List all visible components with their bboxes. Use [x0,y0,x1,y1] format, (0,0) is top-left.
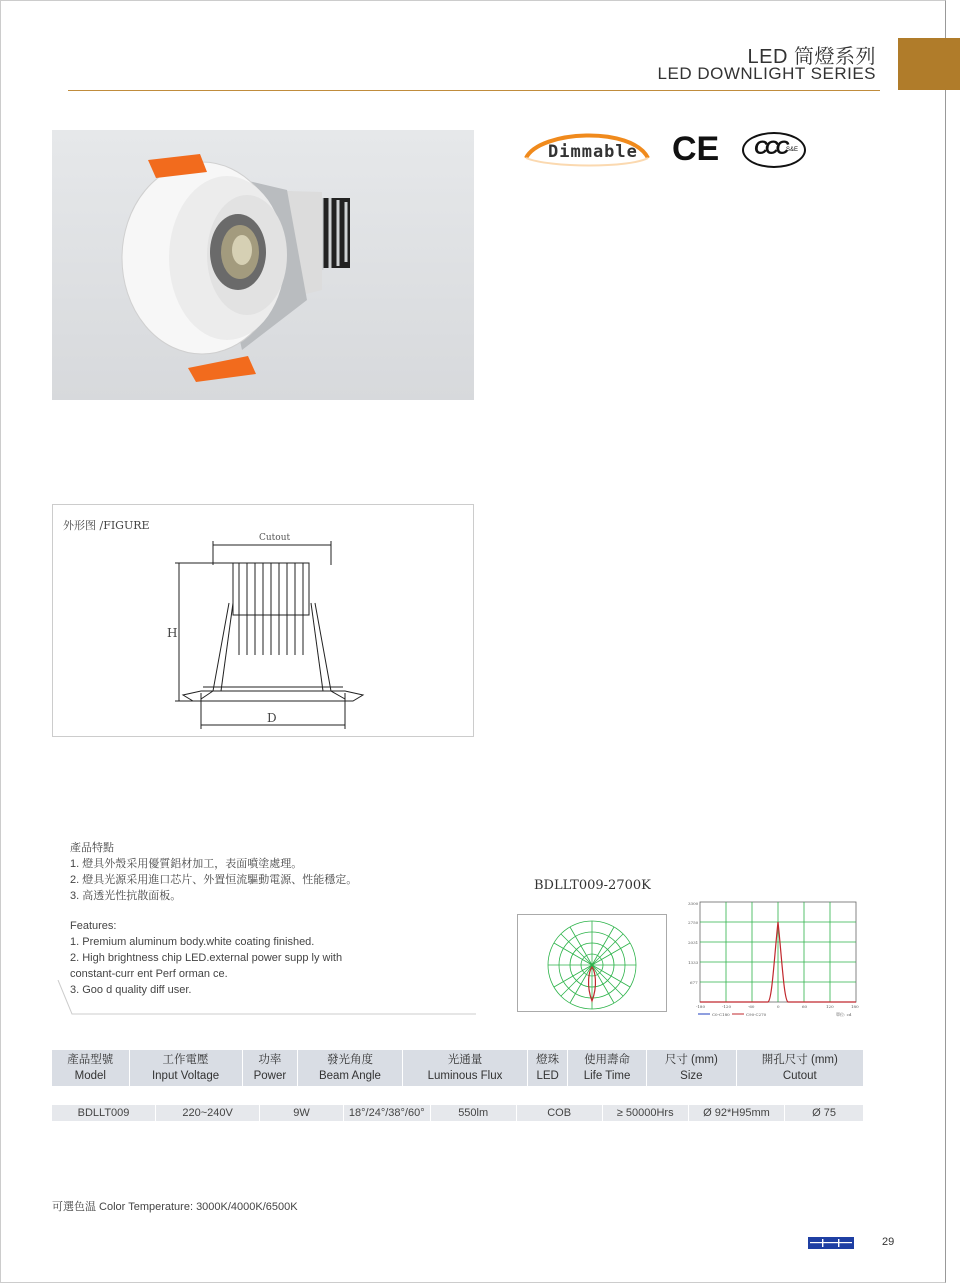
curve-y-tick: 3300 [688,901,699,906]
curve-unit: 單位: cd [836,1012,852,1017]
header-led: 燈珠 LED [528,1050,568,1086]
technical-drawing [53,505,473,736]
features-rule [52,980,482,1020]
cell-beam-angle: 18°/24°/38°/60° [343,1105,430,1121]
feature-cn-1: 1. 燈具外殼采用優質鋁材加工，表面噴塗處理。 [70,858,303,870]
header-title-en: LED DOWNLIGHT SERIES [657,64,876,83]
curve-x-tick: -60 [748,1004,755,1009]
curve-y-tick: 677 [690,980,698,985]
header-size: 尺寸 (mm) Size [647,1050,737,1086]
bmc-logo [808,1236,854,1248]
polar-diagram [517,914,667,1012]
features-title-en: Features: [70,920,117,932]
curve-y-tick: 1333 [688,960,699,965]
cell-flux: 550lm [430,1105,516,1121]
spec-table-header [52,1050,863,1086]
ce-mark: CE [672,130,720,168]
header-power: 功率 Power [242,1050,298,1086]
curve-x-tick: 180 [851,1004,859,1009]
feature-en-1: 1. Premium aluminum body.white coating finished. [70,936,315,948]
brand-tab [898,38,960,90]
height-label: H [167,626,178,640]
legend-c90: C90-C270 [746,1012,767,1017]
header-flux: 光通量 Luminous Flux [402,1050,528,1086]
cell-voltage: 220~240V [156,1105,260,1121]
legend-c0: C0-C180 [712,1012,730,1017]
feature-cn-2: 2. 燈具光源采用進口芯片、外置恒流驅動電源、性能穩定。 [70,874,358,886]
intensity-curve [686,900,861,1022]
figure-label: 外形图 /FIGURE [63,519,150,532]
header-voltage: 工作電壓 Input Voltage [129,1050,242,1086]
page-number: 29 [882,1236,895,1248]
features-title-cn: 產品特點 [70,842,114,854]
cell-cutout: Ø 75 [785,1105,863,1121]
feature-en-2: 2. High brightness chip LED.external power supp ly with [70,952,343,964]
diameter-label: D [267,711,277,725]
feature-en-2b: constant-curr ent Perf orman ce. [70,968,228,980]
curve-y-tick: 2031 [688,940,699,945]
cell-led: COB [516,1105,602,1121]
cell-model: BDLLT009 [52,1105,156,1121]
product-photo [52,130,474,400]
dimmable-badge: Dimmable [548,142,638,162]
cell-size: Ø 92*H95mm [688,1105,784,1121]
cutout-label: Cutout [259,533,291,543]
ccc-mark-text: CCC [754,138,787,159]
curve-x-tick: -120 [722,1004,731,1009]
spec-table-row [52,1105,863,1121]
header-beam-angle: 發光角度 Beam Angle [298,1050,402,1086]
cell-lifetime: ≥ 50000Hrs [602,1105,688,1121]
header-rule [68,90,880,91]
cell-power: 9W [260,1105,344,1121]
header-title-cn: LED 筒燈系列 [747,46,876,68]
feature-cn-3: 3. 高透光性抗散面板。 [70,890,182,902]
header-lifetime: 使用壽命 Life Time [568,1050,647,1086]
header-cutout: 開孔尺寸 (mm) Cutout [736,1050,863,1086]
ccc-mark-sub: S&E [786,147,799,153]
curve-x-tick: 0 [777,1004,780,1009]
color-temperature: 可選色温 Color Temperature: 3000K/4000K/6500K [52,1201,298,1213]
table-row [52,1105,863,1121]
dimension-figure [52,504,474,737]
curve-x-tick: 120 [826,1004,834,1009]
curve-y-tick: 2750 [688,920,699,925]
photometric-model-title: BDLLT009-2700K [534,878,651,893]
feature-en-3: 3. Goo d quality diff user. [70,984,192,996]
features-section [70,840,357,998]
header-model: 產品型號 Model [52,1050,129,1086]
curve-x-tick: -180 [696,1004,705,1009]
curve-x-tick: 60 [802,1004,808,1009]
ccc-mark [742,132,806,168]
